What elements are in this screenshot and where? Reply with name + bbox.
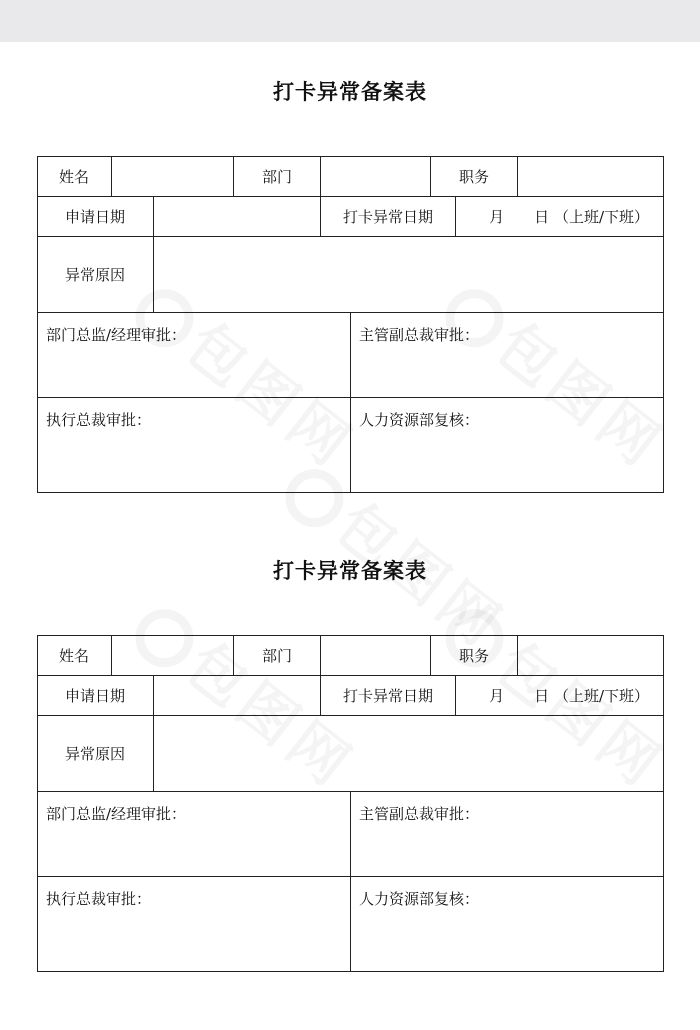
vp-approval-field[interactable]: [351, 346, 663, 397]
form-title: 打卡异常备案表: [273, 558, 427, 583]
position-field[interactable]: [518, 157, 663, 196]
top-bar: [0, 0, 700, 42]
reason-field[interactable]: [154, 716, 663, 791]
reason-field[interactable]: [154, 237, 663, 312]
apply-date-field[interactable]: [154, 197, 320, 236]
position-label: 职务: [458, 167, 489, 186]
hr-review-field[interactable]: [351, 431, 663, 492]
abnormal-date-field[interactable]: 月 日 （上班/下班）: [489, 686, 649, 705]
reason-label: 异常原因: [64, 265, 125, 284]
position-field[interactable]: [518, 636, 663, 675]
hr-review-label: 人力资源部复核：: [359, 411, 480, 429]
dept-approval-label: 部门总监/经理审批：: [46, 805, 187, 823]
abnormal-date-label: 打卡异常日期: [342, 686, 433, 705]
apply-date-label: 申请日期: [64, 686, 125, 705]
apply-date-label: 申请日期: [64, 207, 125, 226]
vp-approval-label: 主管副总裁审批：: [359, 326, 480, 344]
form-title: 打卡异常备案表: [273, 79, 427, 104]
form-table: [37, 156, 664, 493]
exec-approval-field[interactable]: [38, 910, 350, 971]
department-field[interactable]: [321, 157, 430, 196]
name-label: 姓名: [58, 167, 89, 186]
department-field[interactable]: [321, 636, 430, 675]
apply-date-field[interactable]: [154, 676, 320, 715]
position-label: 职务: [458, 646, 489, 665]
vp-approval-field[interactable]: [351, 825, 663, 876]
department-label: 部门: [261, 167, 292, 186]
form-table: [37, 635, 664, 972]
dept-approval-field[interactable]: [38, 825, 350, 876]
hr-review-field[interactable]: [351, 910, 663, 971]
abnormal-date-label: 打卡异常日期: [342, 207, 433, 226]
name-field[interactable]: [112, 636, 233, 675]
exec-approval-field[interactable]: [38, 431, 350, 492]
dept-approval-field[interactable]: [38, 346, 350, 397]
abnormal-date-field[interactable]: 月 日 （上班/下班）: [489, 207, 649, 226]
department-label: 部门: [261, 646, 292, 665]
name-label: 姓名: [58, 646, 89, 665]
exec-approval-label: 执行总裁审批：: [46, 890, 152, 908]
exec-approval-label: 执行总裁审批：: [46, 411, 152, 429]
name-field[interactable]: [112, 157, 233, 196]
hr-review-label: 人力资源部复核：: [359, 890, 480, 908]
dept-approval-label: 部门总监/经理审批：: [46, 326, 187, 344]
reason-label: 异常原因: [64, 744, 125, 763]
vp-approval-label: 主管副总裁审批：: [359, 805, 480, 823]
